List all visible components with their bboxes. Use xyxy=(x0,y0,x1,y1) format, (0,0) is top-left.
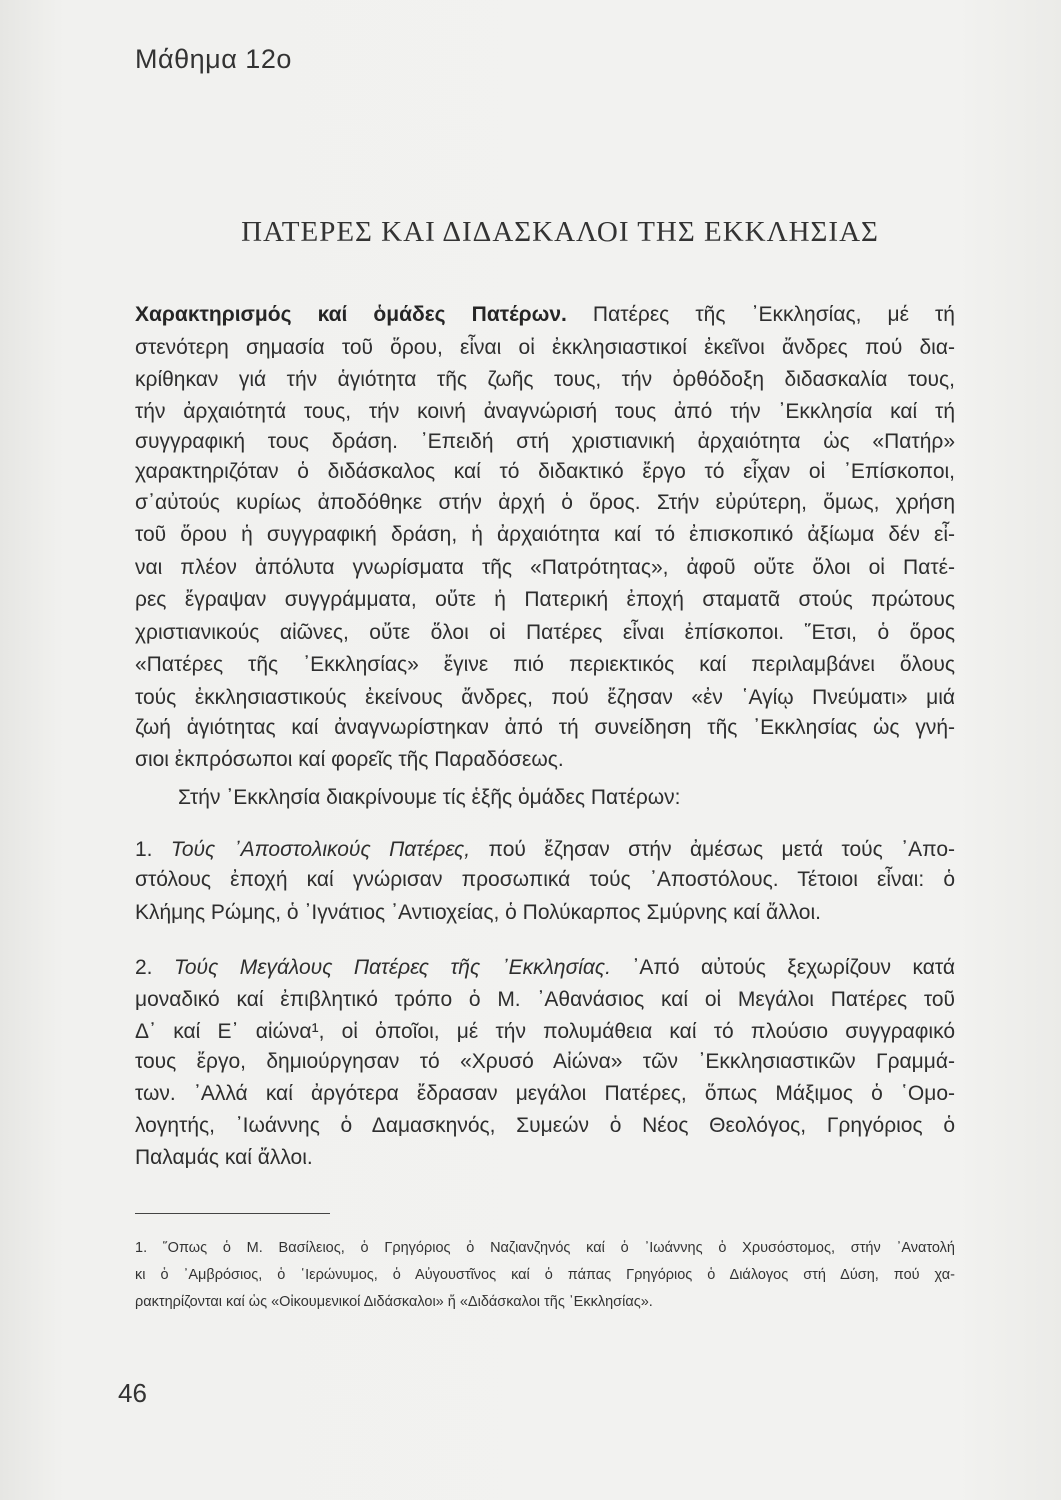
text-line xyxy=(135,335,955,361)
text-line xyxy=(135,620,955,646)
footnote-line: ρακτηρίζονται καί ὡς «Οἰκουμενικοί Διδάσκαλοι» ἤ «Διδάσκαλοι τῆς ᾿Εκκλησίας». xyxy=(135,1294,653,1310)
text-segment: ᾿Από αὐτούς ξεχωρίζουν κατά xyxy=(610,956,955,979)
text-line xyxy=(135,747,955,773)
text-segment: Κλήμης Ρώμης, ὁ ᾿Ιγνάτιος ᾿Αντιοχείας, ὁ Πολύκαρπος Σμύρνης καί ἄλλοι. xyxy=(135,901,821,924)
text-line xyxy=(178,785,955,811)
text-segment: ζωή ἁγιότητας καί ἀναγνωρίστηκαν ἀπό τή συνείδηση τῆς ᾿Εκκλησίας ὡς γνή- xyxy=(135,716,955,739)
text-segment: στενότερη σημασία τοῦ ὅρου, εἶναι οἱ ἐκκλησιαστικοί ἐκεῖνοι ἄνδρες πού δια- xyxy=(135,336,955,359)
text-line xyxy=(135,555,955,581)
text-segment: Πατέρες τῆς ᾿Εκκλησίας, μέ τή xyxy=(592,303,955,326)
footnote-divider xyxy=(135,1213,330,1214)
footnote-line: 1. ῞Οπως ὁ Μ. Βασίλειος, ὁ Γρηγόριος ὁ Ναζιανζηνός καί ὁ ᾿Ιωάννης ὁ Χρυσόστομος, στήν ᾿Ανατολή xyxy=(135,1240,955,1256)
text-line xyxy=(135,837,955,863)
lesson-label: Μάθημα 12ο xyxy=(135,44,292,74)
chapter-title: ΠΑΤΕΡΕΣ ΚΑΙ ΔΙΔΑΣΚΑΛΟΙ ΤΗΣ ΕΚΚΛΗΣΙΑΣ xyxy=(241,216,879,248)
text-line xyxy=(135,652,955,678)
text-line xyxy=(135,587,955,613)
text-segment: 2. xyxy=(135,956,174,979)
text-line xyxy=(135,522,955,548)
text-segment: συγγραφική τους δράση. ᾿Επειδή στή χριστιανική ἀρχαιότητα ὡς «Πατήρ» xyxy=(135,430,955,453)
text-segment: Τούς ᾿Αποστολικούς Πατέρες, xyxy=(170,838,471,861)
text-segment: ναι πλέον ἀπόλυτα γνωρίσματα τῆς «Πατρότητας», ἀφοῦ οὔτε ὅλοι οἱ Πατέ- xyxy=(135,556,955,579)
text-line xyxy=(135,715,955,741)
text-segment: τούς ἐκκλησιαστικούς ἐκείνους ἄνδρες, πού ἔζησαν «ἐν ῾Αγίῳ Πνεύματι» μιά xyxy=(135,686,955,709)
text-segment: στόλους ἐποχή καί γνώρισαν προσωπικά τούς ᾿Αποστόλους. Τέτοιοι εἶναι: ὁ xyxy=(135,868,955,891)
text-segment: σιοι ἐκπρόσωποι καί φορεῖς τῆς Παραδόσεως. xyxy=(135,748,564,771)
text-segment: τους ἔργο, δημιούργησαν τό «Χρυσό Αἰώνα» τῶν ᾿Εκκλησιαστικῶν Γραμμά- xyxy=(135,1050,955,1073)
text-segment: λογητής, ᾿Ιωάννης ὁ Δαμασκηνός, Συμεών ὁ Νέος Θεολόγος, Γρηγόριος ὁ xyxy=(135,1114,955,1137)
text-line xyxy=(135,955,955,981)
text-line xyxy=(135,399,955,425)
text-segment: ρες ἔγραψαν συγγράμματα, οὔτε ἡ Πατερική ἐποχή σταματᾶ στούς πρώτους xyxy=(135,588,955,611)
text-segment: σ᾿αὐτούς κυρίως ἀποδόθηκε στήν ἀρχή ὁ ὅρος. Στήν εὐρύτερη, ὅμως, χρήση xyxy=(135,491,955,514)
text-segment: χριστιανικούς αἰῶνες, οὔτε ὅλοι οἱ Πατέρες εἶναι ἐπίσκοποι. ῞Ετσι, ὁ ὅρος xyxy=(135,621,955,644)
text-line xyxy=(135,685,955,711)
text-segment: των. ᾿Αλλά καί ἀργότερα ἔδρασαν μεγάλοι Πατέρες, ὅπως Μάξιμος ὁ ῾Ομο- xyxy=(135,1082,955,1105)
text-segment: Χαρακτηρισμός καί ὁμάδες Πατέρων. xyxy=(135,303,593,326)
text-segment: Δ᾿ καί Ε᾿ αἰώνα¹, οἱ ὁποῖοι, μέ τήν πολυμάθεια καί τό πλούσιο συγγραφικό xyxy=(135,1020,955,1043)
text-segment: τήν ἀρχαιότητά τους, τήν κοινή ἀναγνώρισή τους ἀπό τήν ᾿Εκκλησία καί τή xyxy=(135,400,955,423)
text-segment: κρίθηκαν γιά τήν ἁγιότητα τῆς ζωῆς τους, τήν ὀρθόδοξη διδασκαλία τους, xyxy=(135,368,955,391)
text-segment: «Πατέρες τῆς ᾿Εκκλησίας» ἔγινε πιό περιεκτικός καί περιλαμβάνει ὅλους xyxy=(135,653,955,676)
text-line xyxy=(135,1145,955,1171)
text-line xyxy=(135,1049,955,1075)
text-segment: 1. xyxy=(135,838,171,861)
text-line xyxy=(135,987,955,1013)
text-line xyxy=(135,867,955,893)
text-segment: Παλαμάς καί ἄλλοι. xyxy=(135,1146,313,1169)
text-line xyxy=(135,1081,955,1107)
text-line xyxy=(135,490,955,516)
footnote-line: κι ὁ ᾿Αμβρόσιος, ὁ ῾Ιερώνυμος, ὁ Αὐγουστῖνος καί ὁ πάπας Γρηγόριος ὁ Διάλογος στή Δύση, πού χα- xyxy=(135,1267,955,1283)
text-segment: τοῦ ὅρου ἡ συγγραφική δράση, ἡ ἀρχαιότητα καί τό ἐπισκοπικό ἀξίωμα δέν εἶ- xyxy=(135,523,955,546)
page-number: 46 xyxy=(118,1378,147,1408)
text-segment: Στήν ᾿Εκκλησία διακρίνουμε τίς ἑξῆς ὁμάδες Πατέρων: xyxy=(178,786,681,809)
text-line xyxy=(135,1019,955,1045)
text-line xyxy=(135,302,955,328)
text-segment: χαρακτηριζόταν ὁ διδάσκαλος καί τό διδακτικό ἔργο τό εἶχαν οἱ ᾿Επίσκοποι, xyxy=(135,460,955,483)
text-line xyxy=(135,367,955,393)
text-segment: μοναδικό καί ἐπιβλητικό τρόπο ὁ Μ. ᾿Αθανάσιος καί οἱ Μεγάλοι Πατέρες τοῦ xyxy=(135,988,955,1011)
text-line xyxy=(135,459,955,485)
text-segment: Τούς Μεγάλους Πατέρες τῆς ᾿Εκκλησίας. xyxy=(173,956,611,979)
text-line xyxy=(135,1113,955,1139)
text-line xyxy=(135,429,955,455)
text-line xyxy=(135,900,955,926)
text-segment: πού ἔζησαν στήν ἀμέσως μετά τούς ᾿Απο- xyxy=(470,838,955,861)
